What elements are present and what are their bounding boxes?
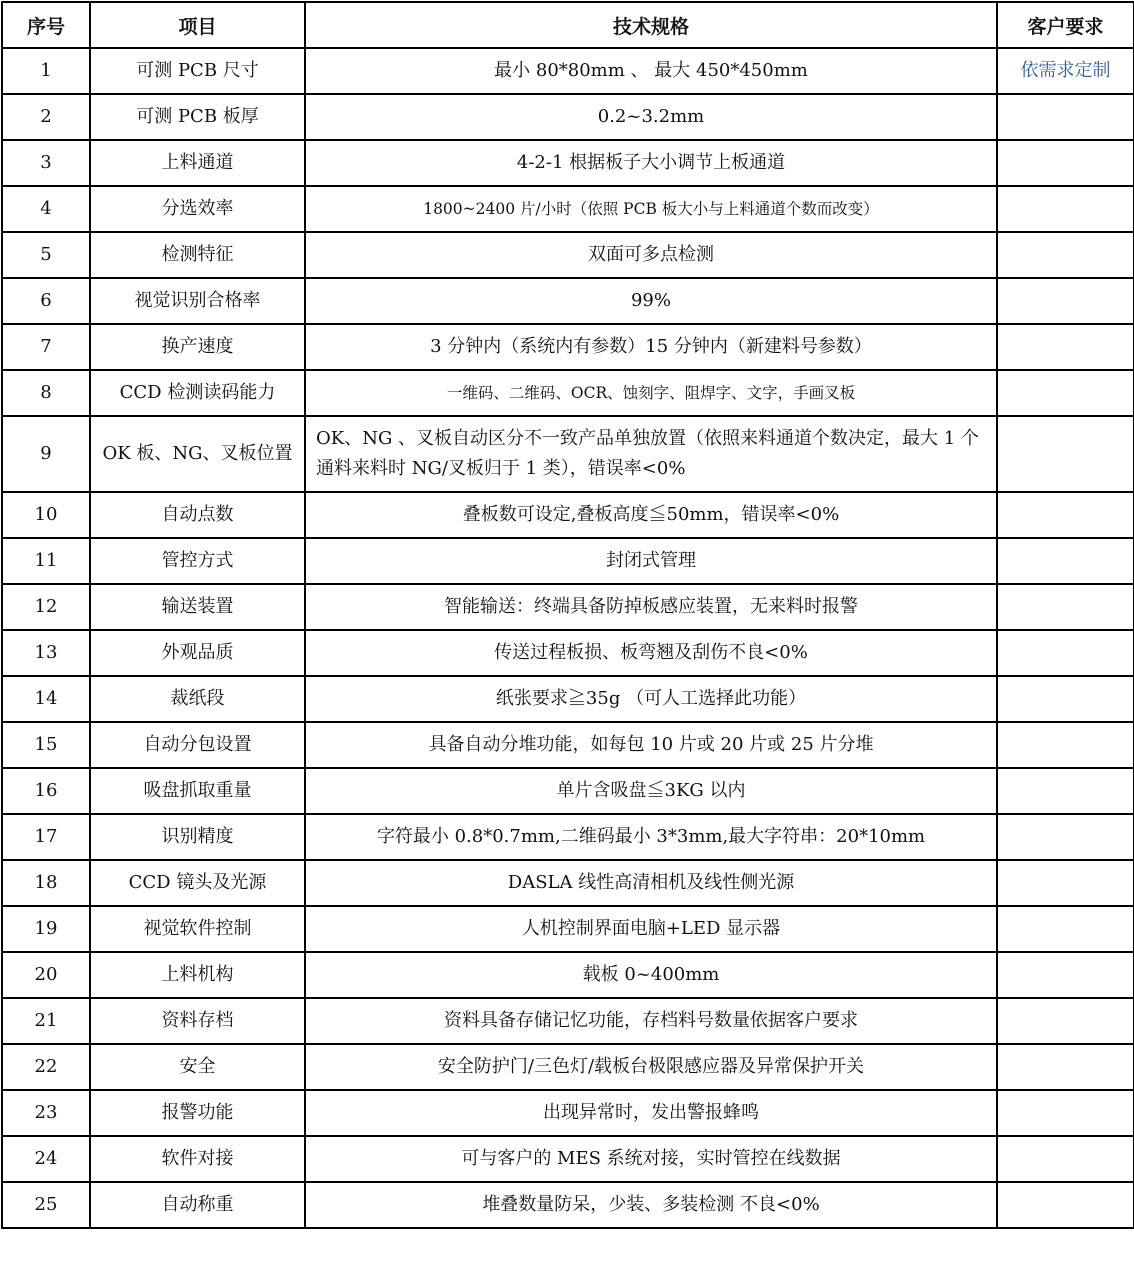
row-spec: 安全防护门/三色灯/载板台极限感应器及异常保护开关 xyxy=(305,1044,997,1090)
row-no: 11 xyxy=(2,538,90,584)
table-row xyxy=(2,324,1134,370)
table-row xyxy=(2,722,1134,768)
row-no: 23 xyxy=(2,1090,90,1136)
row-spec: 可与客户的 MES 系统对接，实时管控在线数据 xyxy=(305,1136,997,1182)
row-spec: 资料具备存储记忆功能，存档料号数量依据客户要求 xyxy=(305,998,997,1044)
row-requirement xyxy=(997,814,1134,860)
row-spec: 传送过程板损、板弯翘及刮伤不良<0% xyxy=(305,630,997,676)
row-item: 可测 PCB 板厚 xyxy=(90,94,305,140)
row-item: 视觉识别合格率 xyxy=(90,278,305,324)
row-requirement xyxy=(997,676,1134,722)
table-row xyxy=(2,676,1134,722)
row-spec: 具备自动分堆功能，如每包 10 片或 20 片或 25 片分堆 xyxy=(305,722,997,768)
row-item: 可测 PCB 尺寸 xyxy=(90,48,305,94)
row-item: 分选效率 xyxy=(90,186,305,232)
row-spec: DASLA 线性高清相机及线性侧光源 xyxy=(305,860,997,906)
row-item: 自动称重 xyxy=(90,1182,305,1228)
row-no: 21 xyxy=(2,998,90,1044)
row-requirement xyxy=(997,538,1134,584)
row-no: 14 xyxy=(2,676,90,722)
row-requirement xyxy=(997,1090,1134,1136)
row-no: 20 xyxy=(2,952,90,998)
row-item: 软件对接 xyxy=(90,1136,305,1182)
row-no: 22 xyxy=(2,1044,90,1090)
row-no: 5 xyxy=(2,232,90,278)
row-spec: OK、NG 、叉板自动区分不一致产品单独放置（依照来料通道个数决定，最大 1 个通料来料时 NG/叉板归于 1 类），错误率<0% xyxy=(305,416,997,492)
row-no: 1 xyxy=(2,48,90,94)
row-spec: 4-2-1 根据板子大小调节上板通道 xyxy=(305,140,997,186)
row-no: 24 xyxy=(2,1136,90,1182)
row-requirement xyxy=(997,232,1134,278)
row-spec: 0.2~3.2mm xyxy=(305,94,997,140)
row-no: 4 xyxy=(2,186,90,232)
row-requirement xyxy=(997,94,1134,140)
table-row xyxy=(2,860,1134,906)
row-item: CCD 镜头及光源 xyxy=(90,860,305,906)
row-no: 12 xyxy=(2,584,90,630)
row-requirement xyxy=(997,630,1134,676)
row-no: 16 xyxy=(2,768,90,814)
table-row xyxy=(2,1182,1134,1228)
row-no: 3 xyxy=(2,140,90,186)
header-item: 项目 xyxy=(90,2,305,48)
row-item: 吸盘抓取重量 xyxy=(90,768,305,814)
row-spec: 1800~2400 片/小时（依照 PCB 板大小与上料通道个数而改变） xyxy=(305,186,997,232)
row-spec: 单片含吸盘≦3KG 以内 xyxy=(305,768,997,814)
table-row xyxy=(2,1136,1134,1182)
row-spec: 出现异常时，发出警报蜂鸣 xyxy=(305,1090,997,1136)
row-requirement xyxy=(997,768,1134,814)
row-spec: 3 分钟内（系统内有参数）15 分钟内（新建料号参数） xyxy=(305,324,997,370)
header-requirement: 客户要求 xyxy=(997,2,1134,48)
row-requirement: 依需求定制 xyxy=(997,48,1134,94)
row-no: 13 xyxy=(2,630,90,676)
table-row xyxy=(2,768,1134,814)
row-item: 资料存档 xyxy=(90,998,305,1044)
row-requirement xyxy=(997,278,1134,324)
row-no: 25 xyxy=(2,1182,90,1228)
row-no: 10 xyxy=(2,492,90,538)
row-item: 输送装置 xyxy=(90,584,305,630)
row-item: 裁纸段 xyxy=(90,676,305,722)
row-spec: 字符最小 0.8*0.7mm,二维码最小 3*3mm,最大字符串：20*10mm xyxy=(305,814,997,860)
row-requirement xyxy=(997,584,1134,630)
row-spec: 99% xyxy=(305,278,997,324)
table-row xyxy=(2,370,1134,416)
table-row xyxy=(2,584,1134,630)
row-spec: 人机控制界面电脑+LED 显示器 xyxy=(305,906,997,952)
row-requirement xyxy=(997,1044,1134,1090)
table-row xyxy=(2,94,1134,140)
row-no: 18 xyxy=(2,860,90,906)
row-requirement xyxy=(997,998,1134,1044)
header-row xyxy=(2,2,1134,48)
header-no: 序号 xyxy=(2,2,90,48)
row-requirement xyxy=(997,140,1134,186)
table-row xyxy=(2,186,1134,232)
row-spec: 智能输送：终端具备防掉板感应装置，无来料时报警 xyxy=(305,584,997,630)
table-row xyxy=(2,1044,1134,1090)
row-no: 9 xyxy=(2,416,90,492)
table-row xyxy=(2,538,1134,584)
row-spec: 纸张要求≧35g （可人工选择此功能） xyxy=(305,676,997,722)
row-spec: 封闭式管理 xyxy=(305,538,997,584)
table-row xyxy=(2,630,1134,676)
row-requirement xyxy=(997,906,1134,952)
row-item: CCD 检测读码能力 xyxy=(90,370,305,416)
table-row xyxy=(2,232,1134,278)
row-item: 报警功能 xyxy=(90,1090,305,1136)
row-requirement xyxy=(997,492,1134,538)
table-row xyxy=(2,998,1134,1044)
row-item: 管控方式 xyxy=(90,538,305,584)
row-item: OK 板、NG、叉板位置 xyxy=(90,416,305,492)
row-no: 2 xyxy=(2,94,90,140)
row-item: 换产速度 xyxy=(90,324,305,370)
row-item: 上料通道 xyxy=(90,140,305,186)
row-requirement xyxy=(997,952,1134,998)
table-row xyxy=(2,906,1134,952)
row-requirement xyxy=(997,416,1134,492)
table-row xyxy=(2,278,1134,324)
row-no: 7 xyxy=(2,324,90,370)
row-requirement xyxy=(997,860,1134,906)
spec-table xyxy=(1,1,1134,1229)
header-spec: 技术规格 xyxy=(305,2,997,48)
table-row xyxy=(2,492,1134,538)
row-item: 视觉软件控制 xyxy=(90,906,305,952)
row-spec: 叠板数可设定,叠板高度≦50mm，错误率<0% xyxy=(305,492,997,538)
row-spec: 一维码、二维码、OCR、蚀刻字、阻焊字、文字，手画叉板 xyxy=(305,370,997,416)
row-no: 19 xyxy=(2,906,90,952)
row-no: 8 xyxy=(2,370,90,416)
row-item: 检测特征 xyxy=(90,232,305,278)
row-requirement xyxy=(997,186,1134,232)
row-no: 15 xyxy=(2,722,90,768)
row-requirement xyxy=(997,370,1134,416)
row-item: 外观品质 xyxy=(90,630,305,676)
row-item: 识别精度 xyxy=(90,814,305,860)
table-row xyxy=(2,48,1134,94)
row-item: 自动分包设置 xyxy=(90,722,305,768)
row-spec: 载板 0~400mm xyxy=(305,952,997,998)
row-no: 6 xyxy=(2,278,90,324)
row-no: 17 xyxy=(2,814,90,860)
row-requirement xyxy=(997,324,1134,370)
row-spec: 双面可多点检测 xyxy=(305,232,997,278)
row-requirement xyxy=(997,1136,1134,1182)
row-spec: 最小 80*80mm 、 最大 450*450mm xyxy=(305,48,997,94)
row-item: 安全 xyxy=(90,1044,305,1090)
row-requirement xyxy=(997,1182,1134,1228)
table-row xyxy=(2,952,1134,998)
table-row xyxy=(2,416,1134,492)
row-spec: 堆叠数量防呆，少装、多装检测 不良<0% xyxy=(305,1182,997,1228)
row-requirement xyxy=(997,722,1134,768)
row-item: 自动点数 xyxy=(90,492,305,538)
table-row xyxy=(2,814,1134,860)
table-row xyxy=(2,140,1134,186)
table-row xyxy=(2,1090,1134,1136)
row-item: 上料机构 xyxy=(90,952,305,998)
